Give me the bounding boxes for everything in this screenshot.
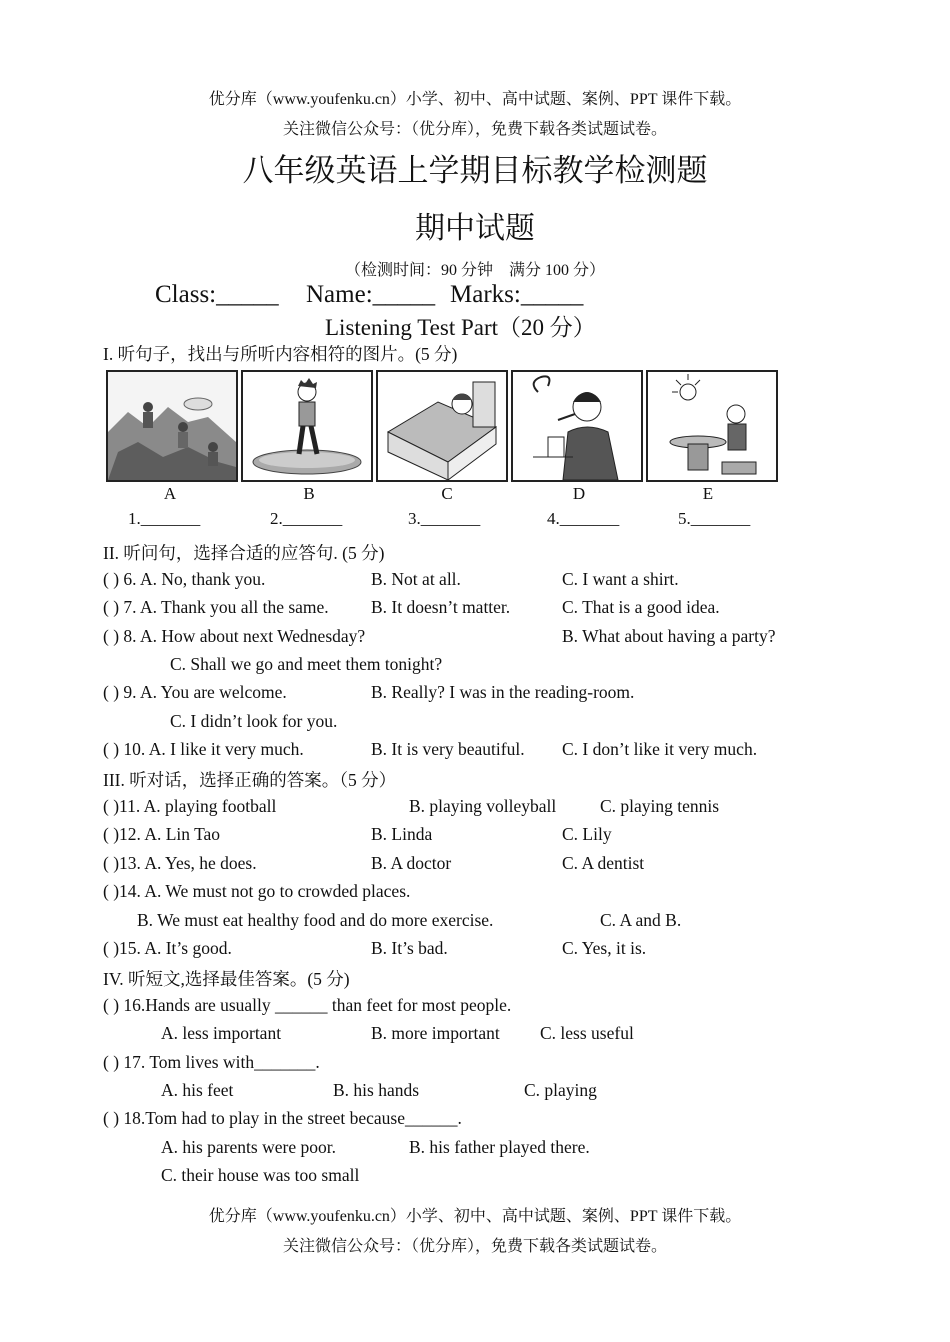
q17-option-a: A. his feet [161,1080,234,1100]
picture-label-e: E [702,484,714,503]
q12-option-a: ( )12. A. Lin Tao [103,824,221,844]
q6-option-b: B. Not at all. [371,569,461,589]
q14-option-a: ( )14. A. We must not go to crowded places. [103,881,411,901]
q10-option-a: ( ) 10. A. I like it very much. [103,739,304,759]
q12-option-c: C. Lily [562,824,612,844]
part3-heading: III. 听对话，选择正确的答案。（5 分） [103,770,397,790]
q10-option-c: C. I don’t like it very much. [562,739,758,759]
q16-option-a: A. less important [161,1023,282,1043]
picture-b [241,370,373,482]
q18-option-b: B. his father played there. [409,1137,590,1157]
picture-label-a: A [163,484,177,503]
header-line-1: 优分库（www.youfenku.cn）小学、初中、高中试题、案例、PPT 课件下载。 [208,91,742,108]
part4-heading: IV. 听短文,选择最佳答案。(5 分) [103,969,350,989]
q18-option-c: C. their house was too small [161,1165,360,1185]
answer-blank-4[interactable]: 4._______ [547,509,620,528]
q16-stem: ( ) 16.Hands are usually ______ than feet for most people. [103,995,512,1015]
q13-option-a: ( )13. A. Yes, he does. [103,853,257,873]
answer-blank-2[interactable]: 2._______ [270,509,343,528]
footer-line-1: 优分库（www.youfenku.cn）小学、初中、高中试题、案例、PPT 课件下载。 [208,1208,742,1225]
q17-option-c: C. playing [524,1080,597,1100]
q16-option-b: B. more important [371,1023,500,1043]
q9-option-c: C. I didn’t look for you. [170,711,338,731]
q15-option-b: B. It’s bad. [371,938,448,958]
q17-option-b: B. his hands [333,1080,420,1100]
q8-option-a: ( ) 8. A. How about next Wednesday? [103,626,366,646]
page-subtitle: 期中试题 [415,212,535,245]
exam-info: （检测时间：90 分钟 满分 100 分） [344,262,605,279]
header-line-2: 关注微信公众号：（优分库），免费下载各类试题试卷。 [282,121,667,138]
boy-studying-icon [648,372,776,480]
q13-option-c: C. A dentist [562,853,645,873]
q9-option-b: B. Really? I was in the reading-room. [371,682,635,702]
q15-option-c: C. Yes, it is. [562,938,647,958]
q11-option-b: B. playing volleyball [409,796,557,816]
q12-option-b: B. Linda [371,824,433,844]
marks-field: Marks:_____ [450,281,584,308]
q6-option-a: ( ) 6. A. No, thank you. [103,569,266,589]
footer-line-2: 关注微信公众号：（优分库），免费下载各类试题试卷。 [282,1238,667,1255]
q18-option-a: A. his parents were poor. [161,1137,336,1157]
q10-option-b: B. It is very beautiful. [371,739,525,759]
answer-blank-5[interactable]: 5._______ [678,509,751,528]
q11-option-a: ( )11. A. playing football [103,796,277,816]
smoking-man-icon [513,372,641,480]
picture-label-b: B [303,484,315,503]
q8-option-c: C. Shall we go and meet them tonight? [170,654,443,674]
q18-stem: ( ) 18.Tom had to play in the street because______. [103,1108,462,1128]
name-field: Name:_____ [306,281,436,308]
sick-in-bed-icon [378,372,506,480]
q14-option-b: B. We must eat healthy food and do more exercise. [137,910,494,930]
q9-option-a: ( ) 9. A. You are welcome. [103,682,287,702]
part2-heading: II. 听问句，选择合适的应答句. (5 分) [103,543,385,563]
answer-blank-1[interactable]: 1._______ [128,509,201,528]
picture-c [376,370,508,482]
q13-option-b: B. A doctor [371,853,452,873]
q7-option-c: C. That is a good idea. [562,597,720,617]
boy-walking-icon [243,372,371,480]
q7-option-b: B. It doesn’t matter. [371,597,511,617]
class-field: Class:_____ [155,281,279,308]
q11-option-c: C. playing tennis [600,796,720,816]
q6-option-c: C. I want a shirt. [562,569,679,589]
page-title: 八年级英语上学期目标教学检测题 [242,153,708,188]
answer-blank-3[interactable]: 3._______ [408,509,481,528]
q7-option-a: ( ) 7. A. Thank you all the same. [103,597,329,617]
q14-option-c: C. A and B. [600,910,682,930]
q16-option-c: C. less useful [540,1023,634,1043]
picture-a [106,370,238,482]
q8-option-b: B. What about having a party? [562,626,776,646]
hiking-icon [108,372,236,480]
listening-title: Listening Test Part（20 分） [325,315,596,340]
picture-label-c: C [441,484,453,503]
picture-d [511,370,643,482]
q17-stem: ( ) 17. Tom lives with_______. [103,1052,320,1072]
q15-option-a: ( )15. A. It’s good. [103,938,232,958]
picture-e [646,370,778,482]
picture-label-d: D [572,484,586,503]
part1-heading: I. 听句子，找出与所听内容相符的图片。(5 分) [103,344,458,364]
